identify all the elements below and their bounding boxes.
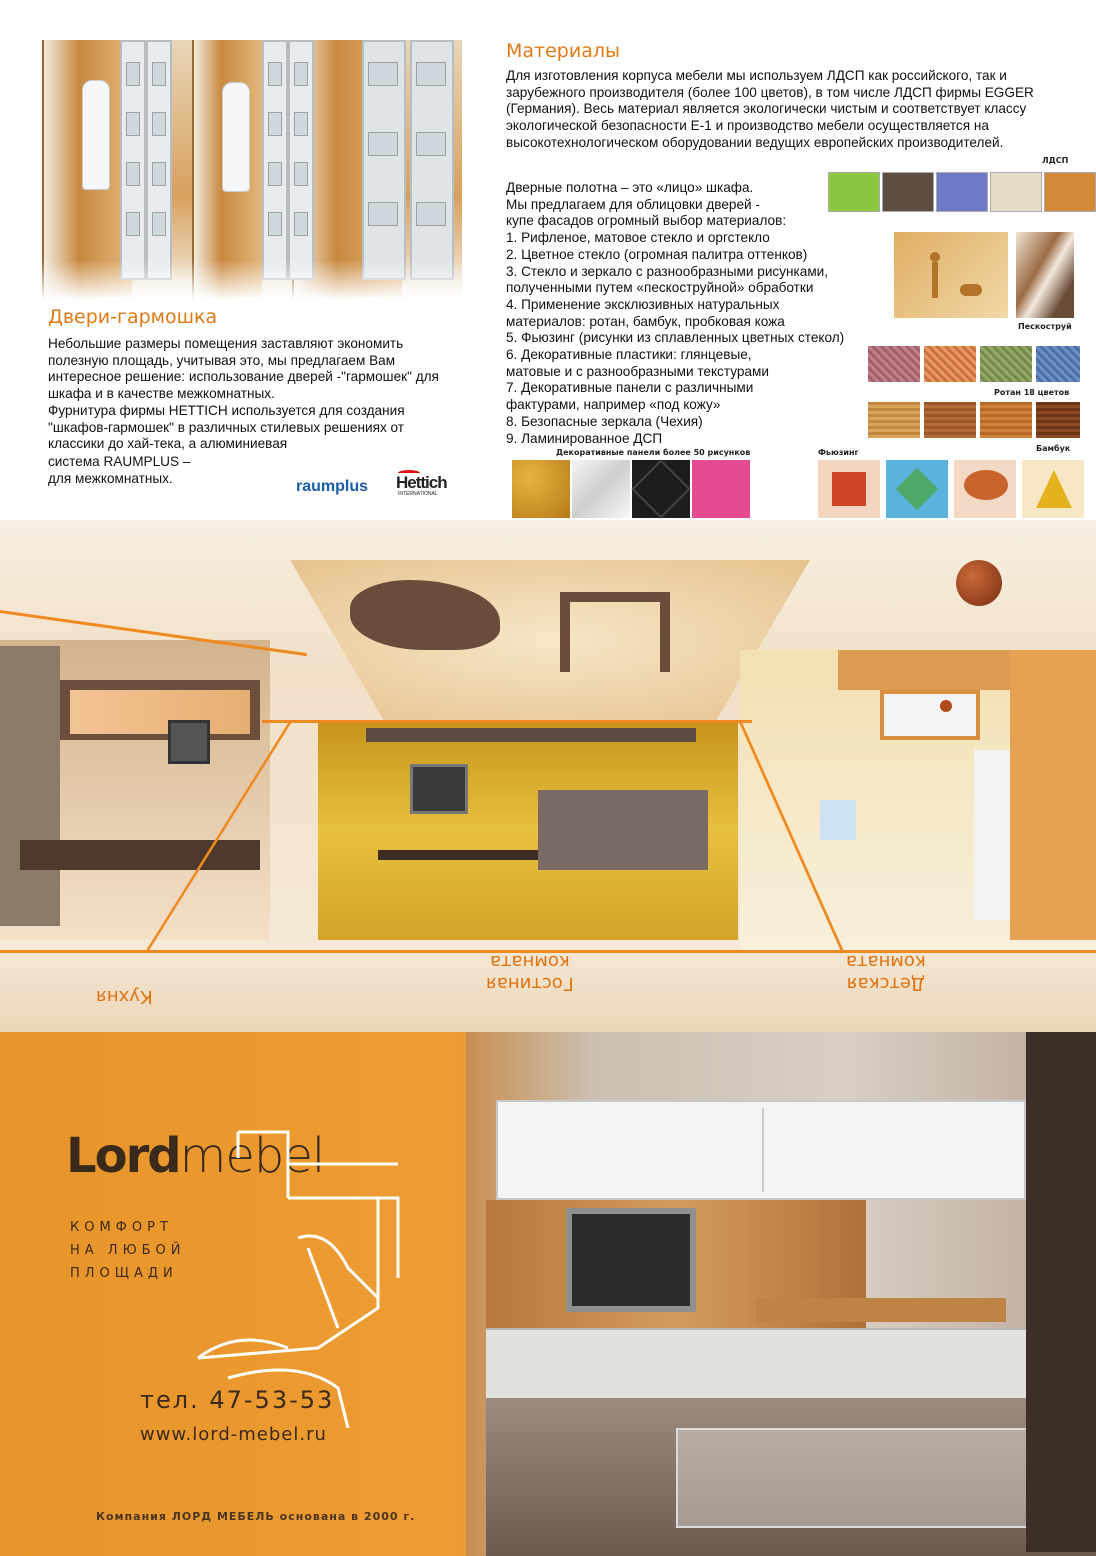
founded-note: Компания ЛОРД МЕБЕЛЬ основана в 2000 г. [96, 1510, 416, 1523]
top-section: Двери-гармошка Небольшие размеры помещения заставляют экономить полезную площадь, учитывая это, мы предлагаем Вам интересное решение: использование дверей -"гармошек" для шкафа и в качестве межкомнатных. Фурнитура фирмы HETTICH используется для создания "шкафов-гармошек" в различных стилевых решениях от классики до хай-тека, а алюминиевая система RAUMPLUS – для межкомнатных. raumplus Hettich INTERNATIONAL Материалы Для изготовления корпуса мебели мы используем ЛДСП как российского, так и зарубежного производителя (более 100 цветов), в том числе ЛДСП фирмы EGGER (Германия). Весь материал является экологически чистым и соответствует классу экологической безопасности Е-1 и производство мебели осуществляется на высокотехнологическом оборудовании ведущих европейских производителей. Дверные полотна – это «лицо» шкафа. Мы предлагаем для облицовки дверей - купе фасадов огромный выбор материалов: 1. Рифленое, матовое стекло и оргстекло 2. Цветное стекло (огромная палитра оттенков) 3. Стекло и зеркало с разнообразными рисунками, полученными путем «пескоструйной» обработки 4. Применение эксклюзивных натуральных материалов: ротан, бамбук, пробковая кожа 5. Фьюзинг (рисунки из сплавленных цветных стекол) 6. Декоративные пластики: глянцевые, матовые и с разнообразными текстурами 7. Декоративные панели с различными фактурами, например «под кожу» 8. Безопасные зеркала (Чехия) 9. Ламинированное ДСП ЛДСП Пескоструй Ротан 18 цветов Бамбук Фьюзинг Декоративные панели более 50 рисунков [0, 0, 1096, 520]
bottom-section [0, 1032, 1096, 1556]
panel-sample-black [632, 460, 690, 518]
materials-item: материалов: ротан, бамбук, пробковая кожа [506, 313, 785, 329]
room-label-living [486, 950, 574, 994]
sandblast-sample [894, 232, 1008, 318]
fusing-sample [818, 460, 880, 518]
kitchen-scene [0, 640, 270, 940]
rattan-sample [1036, 346, 1080, 382]
panel-sample-pink [692, 460, 750, 518]
ceiling-panel [290, 560, 810, 720]
basketball [956, 560, 1002, 606]
room-label-kids-line: комната [846, 951, 926, 972]
brand-slogan-text [70, 1216, 186, 1285]
bamboo-sample [980, 402, 1032, 438]
rattan-sample [980, 346, 1032, 382]
caption-bamboo: Бамбук [1036, 444, 1071, 453]
fusing-sample [954, 460, 1016, 518]
raumplus-logo: raumplus [296, 478, 369, 495]
swatch-maple [990, 172, 1042, 212]
fusing-sample [1022, 460, 1084, 518]
panel-sample-white [572, 460, 630, 518]
doors-title: Двери-гармошка [48, 306, 218, 328]
swatch-blue [936, 172, 988, 212]
caption-rattan: Ротан 18 цветов [994, 388, 1070, 397]
materials-item: 1. Рифленое, матовое стекло и оргстекло [506, 230, 770, 246]
living-room-photo [466, 1032, 1096, 1556]
swatch-wenge [882, 172, 934, 212]
materials-item: фактурами, например «под кожу» [506, 397, 721, 413]
materials-item: 2. Цветное стекло (огромная палитра оттенков) [506, 246, 808, 262]
phone-number: тел. 47-53-53 [140, 1386, 335, 1414]
brand-info [0, 1032, 466, 1556]
doors-text-interior: для межкомнатных. [48, 471, 173, 486]
materials-item: 4. Применение эксклюзивных натуральных [506, 296, 780, 312]
website-link[interactable]: www.lord-mebel.ru [140, 1424, 327, 1445]
materials-intro-3: купе фасадов огромный выбор материалов: [506, 213, 787, 229]
materials-item: 3. Стекло и зеркало с разнообразными рисунками, [506, 263, 829, 279]
slogan-line: НА ЛЮБОЙ [70, 1243, 186, 1258]
materials-list [506, 180, 844, 447]
swatch-green [828, 172, 880, 212]
room-label-kids [846, 950, 926, 994]
materials-item: 5. Фьюзинг (рисунки из сплавленных цветных стекол) [506, 330, 845, 346]
sandblast-mirror [1016, 232, 1074, 318]
materials-title: Материалы [506, 40, 620, 62]
rattan-sample [868, 346, 920, 382]
brand-name-bold: Lord [66, 1128, 180, 1184]
kids-scene [740, 650, 1096, 950]
room-label-living-line: Гостиная [486, 973, 574, 994]
doors-text-raumplus: система RAUMPLUS – [48, 454, 191, 469]
rattan-sample [924, 346, 976, 382]
materials-item: 7. Декоративные панели с различными [506, 380, 754, 396]
doors-text: Небольшие размеры помещения заставляют экономить полезную площадь, учитывая это, мы предлагаем Вам интересное решение: использование дверей -"гармошек" для шкафа и в качестве межкомнатных. [48, 336, 439, 402]
room-label-kitchen: Кухня [96, 986, 153, 1007]
materials-text: Для изготовления корпуса мебели мы используем ЛДСП как российского, так и зарубежного производителя (более 100 цветов), в том числе ЛДСП фирмы EGGER (Германия). Весь материал является экологически чистым и соответствует классу экологической безопасности Е-1 и производство мебели осуществляется на высокотехнологическом оборудовании ведущих европейских производителей. [506, 68, 1034, 150]
caption-panels: Декоративные панели более 50 рисунков [556, 448, 751, 457]
bamboo-sample [924, 402, 976, 438]
caption-sandblast: Пескоструй [1018, 322, 1072, 331]
bamboo-sample [1036, 402, 1080, 438]
materials-intro-1: Дверные полотна – это «лицо» шкафа. [506, 180, 754, 195]
materials-intro-2: Мы предлагаем для облицовки дверей - [506, 196, 760, 212]
rooms-section [0, 520, 1096, 1032]
slogan-line: КОМФОРТ [70, 1220, 173, 1235]
room-label-living-line: комната [489, 951, 570, 972]
doors-text-hettich: Фурнитура фирмы HETTICH используется для создания "шкафов-гармошек" в различных стилевых решениях от классики до хай-тека, а алюминиевая [48, 403, 405, 452]
materials-item: 6. Декоративные пластики: глянцевые, [506, 347, 752, 363]
room-label-kids-line: Детская [846, 973, 926, 994]
wardrobe-photo [42, 40, 462, 300]
fusing-sample [886, 460, 948, 518]
chair-line-art [178, 1128, 458, 1428]
bamboo-sample [868, 402, 920, 438]
materials-item: матовые и с разнообразными текстурами [506, 363, 769, 379]
living-table [560, 592, 670, 672]
slogan-line: ПЛОЩАДИ [70, 1266, 178, 1281]
materials-item: полученными путем «пескоструйной» обработки [506, 280, 814, 296]
panel-sample-gold [512, 460, 570, 518]
materials-item: 8. Безопасные зеркала (Чехия) [506, 413, 703, 429]
swatch-alder [1044, 172, 1096, 212]
caption-ldsp: ЛДСП [1042, 156, 1069, 165]
living-scene [318, 720, 738, 940]
brand-name-light: mebel [179, 1128, 325, 1184]
materials-item: 9. Ламинированное ДСП [506, 430, 663, 446]
caption-fusing: Фьюзинг [818, 448, 859, 457]
guide-line [262, 720, 752, 723]
